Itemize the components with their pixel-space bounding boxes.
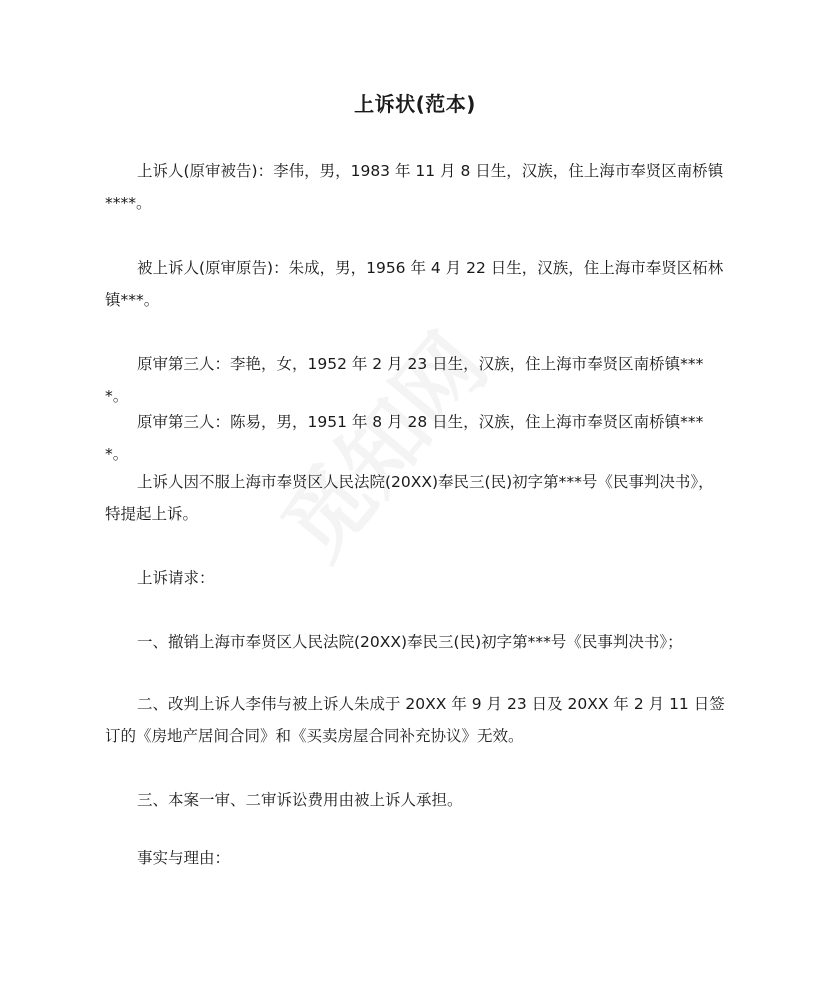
paragraph-third-party-1: 原审第三人：李艳，女，1952 年 2 月 23 日生，汉族，住上海市奉贤区南桥镇****。 xyxy=(105,355,704,405)
paragraph-appellee: 被上诉人(原审原告)：朱成，男，1956 年 4 月 22 日生，汉族，住上海市奉贤区柘林镇***。 xyxy=(105,259,724,309)
paragraph-third-party-2: 原审第三人：陈易，男，1951 年 8 月 28 日生，汉族，住上海市奉贤区南桥镇****。 xyxy=(105,413,704,463)
paragraph-request-1: 一、撤销上海市奉贤区人民法院(20XX)奉民三(民)初字第***号《民事判决书》； xyxy=(137,633,683,651)
paragraph-appeal-reason: 上诉人因不服上海市奉贤区人民法院(20XX)奉民三(民)初字第***号《民事判决书》，特提起上诉。 xyxy=(105,473,714,523)
paragraph-appeal-request-heading: 上诉请求： xyxy=(137,569,215,587)
document-title: 上诉状(范本) xyxy=(354,92,476,116)
paragraph-request-2: 二、改判上诉人李伟与被上诉人朱成于 20XX 年 9 月 23 日及 20XX 年 2 月 11 日签订的《房地产居间合同》和《买卖房屋合同补充协议》无效。 xyxy=(105,695,725,745)
paragraph-request-3: 三、本案一审、二审诉讼费用由被上诉人承担。 xyxy=(137,791,463,809)
paragraph-facts-heading: 事实与理由： xyxy=(137,849,231,867)
paragraph-appellant: 上诉人(原审被告)：李伟，男，1983 年 11 月 8 日生，汉族，住上海市奉贤区南桥镇****。 xyxy=(105,162,724,212)
